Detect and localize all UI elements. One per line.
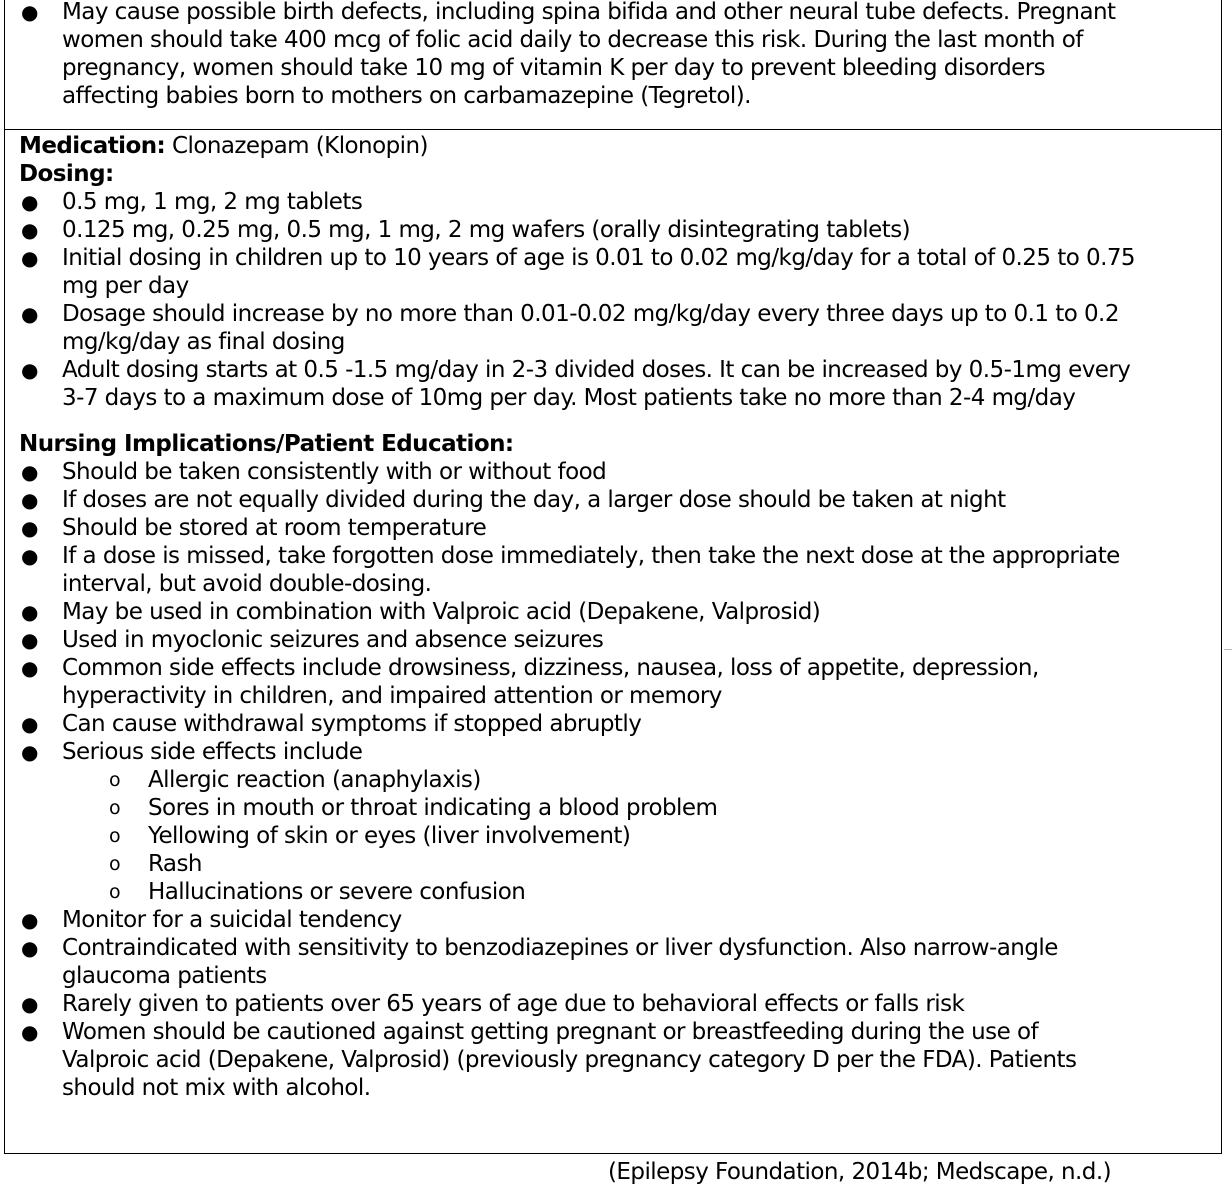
drug-info-table: [4, 0, 1222, 1154]
sub-bullet: o: [109, 881, 121, 903]
list-item: Monitor for a suicidal tendency: [62, 907, 402, 933]
sub-list-item: Allergic reaction (anaphylaxis): [148, 767, 481, 793]
list-item: Should be stored at room temperature: [62, 515, 487, 541]
list-item-continuation: should not mix with alcohol.: [62, 1075, 371, 1101]
bullet: ●: [21, 628, 38, 652]
medication-line: [19, 132, 428, 160]
text-line: pregnancy, women should take 10 mg of vitamin K per day to prevent bleeding disorders: [62, 55, 1046, 81]
dosing-heading: Dosing:: [19, 161, 114, 187]
bullet: ●: [21, 358, 38, 382]
sub-bullet: o: [109, 825, 121, 847]
list-item: If a dose is missed, take forgotten dose immediately, then take the next dose at the appropriate: [62, 543, 1120, 569]
text-line: affecting babies born to mothers on carbamazepine (Tegretol).: [62, 83, 751, 109]
list-item-continuation: interval, but avoid double-dosing.: [62, 571, 432, 597]
list-item-continuation: mg/kg/day as final dosing: [62, 329, 345, 355]
nursing-heading: Nursing Implications/Patient Education:: [19, 431, 514, 457]
bullet: ●: [21, 600, 38, 624]
list-item: May be used in combination with Valproic acid (Depakene, Valprosid): [62, 599, 821, 625]
list-item: Rarely given to patients over 65 years of age due to behavioral effects or falls risk: [62, 991, 965, 1017]
list-item-continuation: Valproic acid (Depakene, Valprosid) (previously pregnancy category D per the FDA). Patients: [62, 1047, 1077, 1073]
bullet: ●: [21, 246, 38, 270]
bullet: ●: [21, 190, 38, 214]
bullet: ●: [21, 740, 38, 764]
list-item: Dosage should increase by no more than 0.01-0.02 mg/kg/day every three days up to 0.1 to 0.2: [62, 301, 1119, 327]
list-item: Used in myoclonic seizures and absence seizures: [62, 627, 604, 653]
sub-list-item: Sores in mouth or throat indicating a blood problem: [148, 795, 718, 821]
list-item: Should be taken consistently with or without food: [62, 459, 607, 485]
citation: (Epilepsy Foundation, 2014b; Medscape, n.d.): [608, 1159, 1112, 1185]
bullet: ●: [21, 488, 38, 512]
sub-bullet: o: [109, 797, 121, 819]
sub-list-item: Hallucinations or severe confusion: [148, 879, 526, 905]
bullet: ●: [21, 516, 38, 540]
sub-list-item: Yellowing of skin or eyes (liver involvement): [148, 823, 631, 849]
sub-bullet: o: [109, 769, 121, 791]
list-item: Contraindicated with sensitivity to benzodiazepines or liver dysfunction. Also narrow-angle: [62, 935, 1058, 961]
bullet: ●: [21, 302, 38, 326]
bullet: ●: [21, 0, 38, 24]
sub-bullet: o: [109, 853, 121, 875]
sub-list-item: Rash: [148, 851, 202, 877]
bullet: ●: [21, 908, 38, 932]
previous-drug-cell: [5, 0, 1221, 130]
list-item-continuation: mg per day: [62, 273, 189, 299]
list-item: Serious side effects include: [62, 739, 363, 765]
bullet: ●: [21, 656, 38, 680]
list-item: Adult dosing starts at 0.5 -1.5 mg/day in 2-3 divided doses. It can be increased by 0.5-1mg every: [62, 357, 1131, 383]
list-item: 0.125 mg, 0.25 mg, 0.5 mg, 1 mg, 2 mg wafers (orally disintegrating tablets): [62, 217, 911, 243]
medication-label: Medication:: [19, 133, 166, 159]
list-item: Can cause withdrawal symptoms if stopped abruptly: [62, 711, 642, 737]
bullet: ●: [21, 936, 38, 960]
list-item-continuation: 3-7 days to a maximum dose of 10mg per day. Most patients take no more than 2-4 mg/day: [62, 385, 1076, 411]
list-item: Initial dosing in children up to 10 years of age is 0.01 to 0.02 mg/kg/day for a total of 0.25 to 0.75: [62, 245, 1135, 271]
list-item: Common side effects include drowsiness, dizziness, nausea, loss of appetite, depression,: [62, 655, 1039, 681]
list-item-continuation: hyperactivity in children, and impaired attention or memory: [62, 683, 722, 709]
bullet: ●: [21, 712, 38, 736]
text-line: May cause possible birth defects, including spina bifida and other neural tube defects. Pregnant: [62, 0, 1116, 25]
list-item: 0.5 mg, 1 mg, 2 mg tablets: [62, 189, 363, 215]
bullet: ●: [21, 1020, 38, 1044]
page-edge-mark: [1224, 649, 1232, 650]
medication-name: Clonazepam (Klonopin): [165, 133, 428, 159]
list-item-continuation: glaucoma patients: [62, 963, 267, 989]
bullet: ●: [21, 544, 38, 568]
text-line: women should take 400 mcg of folic acid daily to decrease this risk. During the last month of: [62, 27, 1083, 53]
list-item: If doses are not equally divided during the day, a larger dose should be taken at night: [62, 487, 1006, 513]
list-item: Women should be cautioned against getting pregnant or breastfeeding during the use of: [62, 1019, 1039, 1045]
bullet: ●: [21, 460, 38, 484]
bullet: ●: [21, 218, 38, 242]
bullet: ●: [21, 992, 38, 1016]
